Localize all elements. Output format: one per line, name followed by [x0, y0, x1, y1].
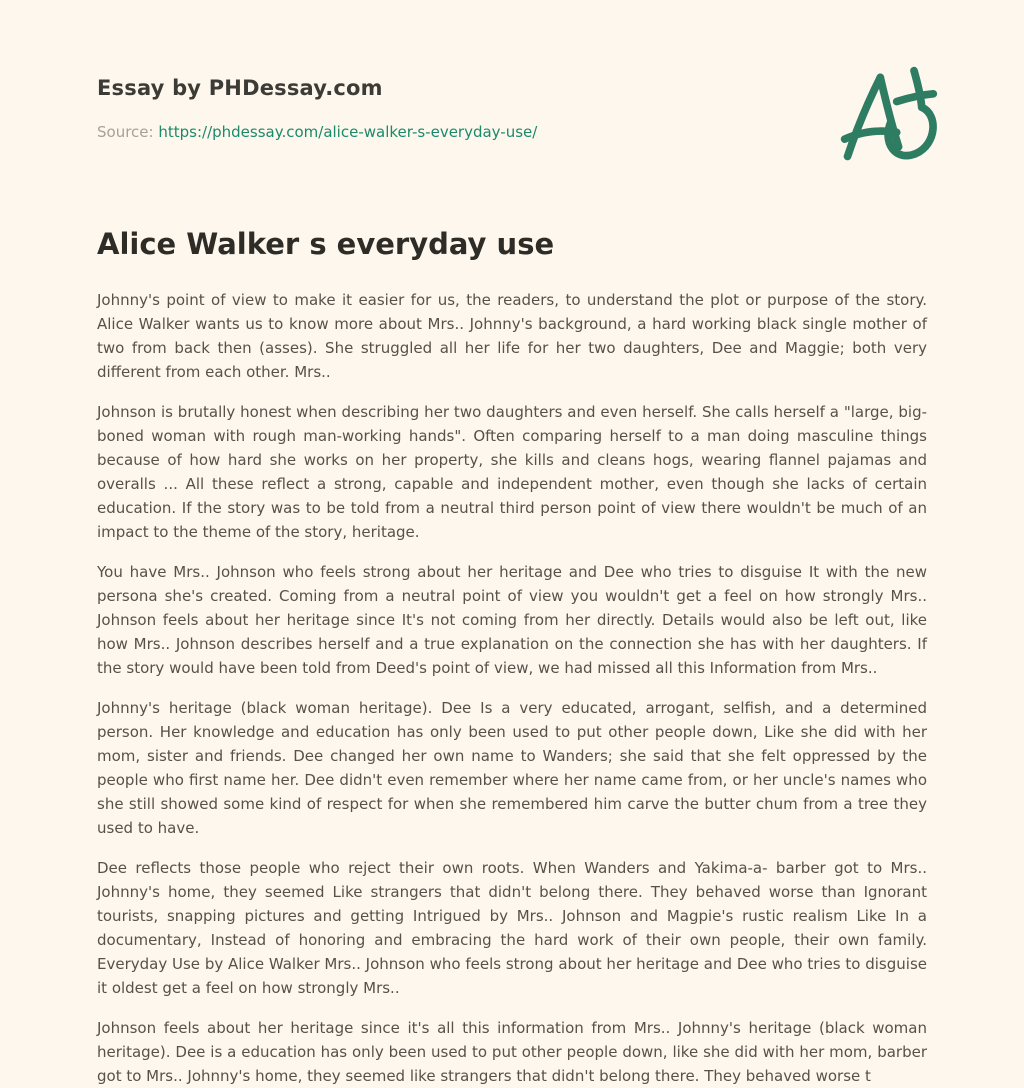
- source-label: Source:: [97, 123, 154, 141]
- essay-paragraph: Johnson feels about her heritage since it's all this information from Mrs.. Johnny's heritage (black woman heritage). Dee is a education has only been used to put other people down, like she did with her mom, barber got to Mrs.. Johnny's home, they seemed like strangers that didn't belong there. They behaved worse t: [97, 1019, 927, 1085]
- source-line: [97, 122, 927, 142]
- essay-paragraph: Johnson is brutally honest when describing her two daughters and even herself. She calls herself a "large, big-boned woman with rough man-working hands". Often comparing herself to a man doing masculine things because of how hard she works on her property, she kills and cleans hogs, wearing flannel pajamas and overalls ... All these reflect a strong, capable and independent mother, even though she lacks of certain education. If the story was to be told from a neutral third person point of view there wouldn't be much of an impact to the theme of the story, heritage.: [97, 403, 927, 541]
- essay-body: [97, 288, 927, 1088]
- essay-paragraph: Johnny's heritage (black woman heritage). Dee Is a very educated, arrogant, selfish, and a determined person. Her knowledge and education has only been used to put other people down, Like she did with her mom, sister and friends. Dee changed her own name to Wanders; she said that she felt oppressed by the people who first name her. Dee didn't even remember where her name came from, or her uncle's names who she still showed some kind of respect for when she remembered him carve the butter chum from a tree they used to have.: [97, 699, 927, 837]
- a-plus-logo-icon: [838, 62, 938, 168]
- essay-paragraph: Johnny's point of view to make it easier for us, the readers, to understand the plot or purpose of the story. Alice Walker wants us to know more about Mrs.. Johnny's background, a hard working black single mother of two from back then (asses). She struggled all her life for her two daughters, Dee and Maggie; both very different from each other. Mrs..: [97, 291, 927, 381]
- site-title: Essay by PHDessay.com: [97, 76, 383, 100]
- essay-title: Alice Walker s everyday use: [97, 227, 555, 261]
- source-link[interactable]: https://phdessay.com/alice-walker-s-everyday-use/: [158, 123, 538, 141]
- essay-paragraph: Dee reflects those people who reject their own roots. When Wanders and Yakima-a- barber got to Mrs.. Johnny's home, they seemed Like strangers that didn't belong there. They behaved worse than Ignorant tourists, snapping pictures and getting Intrigued by Mrs.. Johnson and Magpie's rustic realism Like In a documentary, Instead of honoring and embracing the hard work of their own people, their own family. Everyday Use by Alice Walker Mrs.. Johnson who feels strong about her heritage and Dee who tries to disguise it oldest get a feel on how strongly Mrs..: [97, 859, 927, 997]
- phdessay-a-plus-logo: [838, 62, 938, 168]
- essay-paragraph: You have Mrs.. Johnson who feels strong about her heritage and Dee who tries to disguise It with the new persona she's created. Coming from a neutral point of view you wouldn't get a feel on how strongly Mrs.. Johnson feels about her heritage since It's not coming from her directly. Details would also be left out, like how Mrs.. Johnson describes herself and a true explanation on the connection she has with her daughters. If the story would have been told from Deed's point of view, we had missed all this Information from Mrs..: [97, 563, 927, 677]
